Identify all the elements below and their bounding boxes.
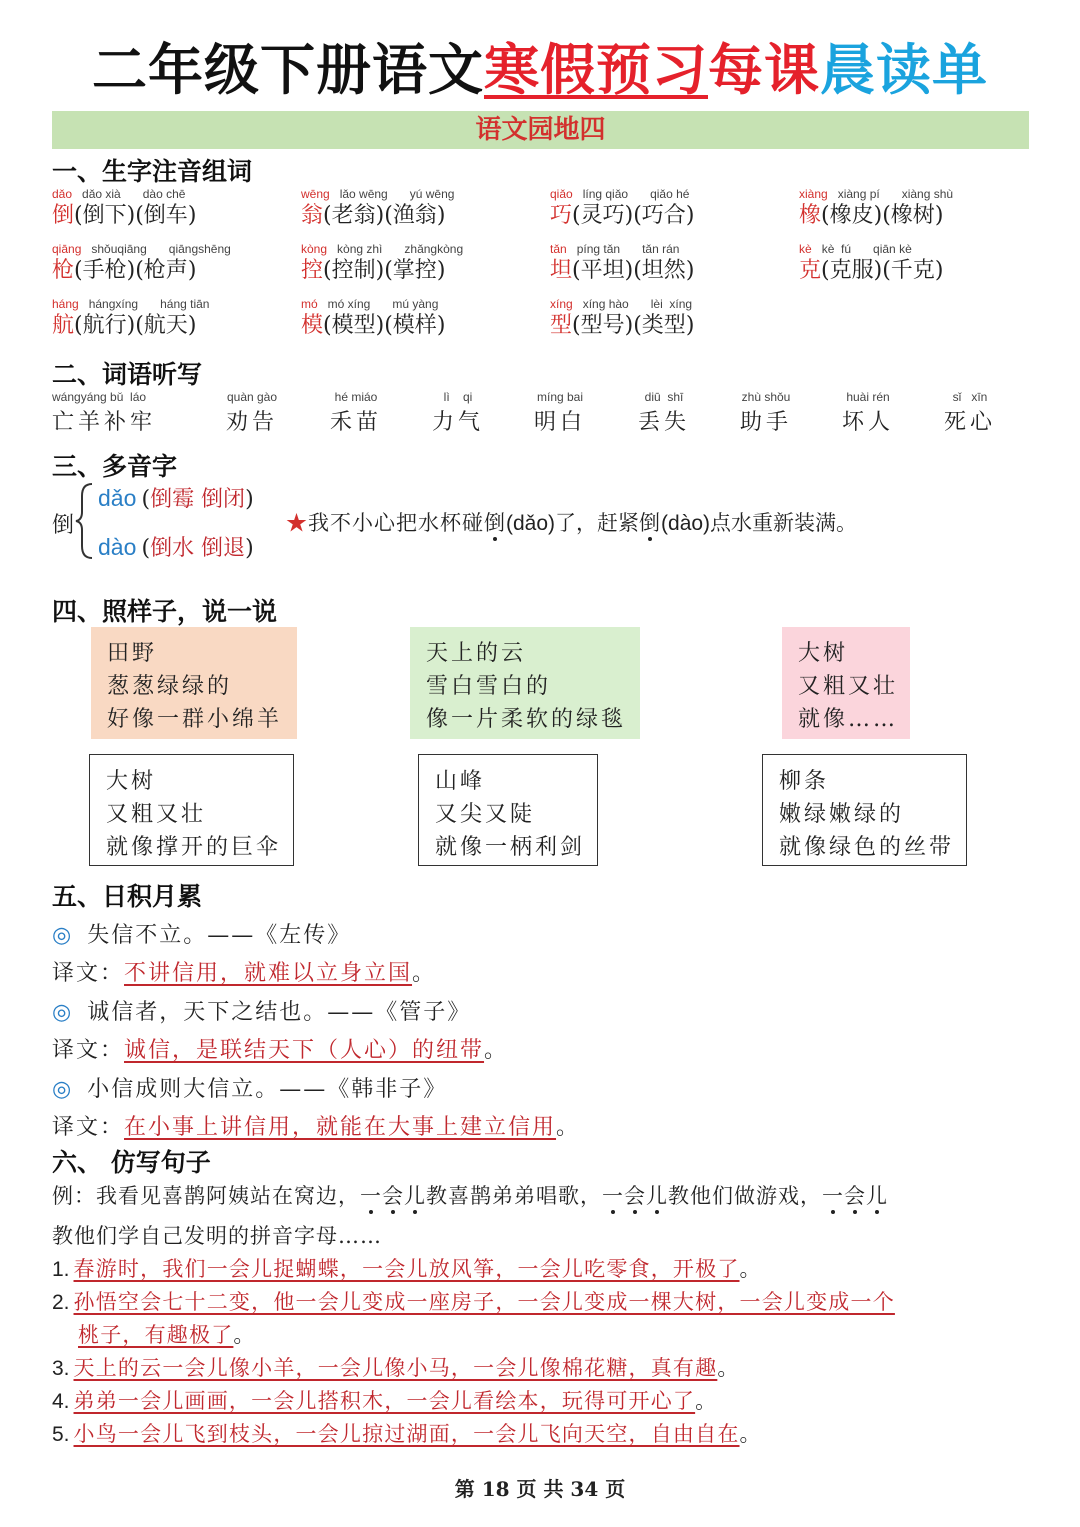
item-text: 孙悟空会七十二变，他一会儿变成一座房子，一会儿变成一棵大树，一会儿变成一个 <box>73 1290 895 1314</box>
dictation-pinyin: hé miáo <box>334 390 378 404</box>
char: 型 <box>550 313 573 338</box>
pinyin-word-1: mó xíng <box>327 297 371 311</box>
char: 巧 <box>550 203 573 228</box>
reading-2: dào (倒水 倒退) <box>98 534 254 561</box>
pinyin-row <box>301 296 531 312</box>
section-3-heading: 三、多音字 <box>52 452 178 481</box>
dictation-item <box>944 389 996 436</box>
char: 倒 <box>52 203 75 228</box>
char-cell <box>799 186 1029 230</box>
word-1: 型号 <box>580 313 625 338</box>
translation-line <box>52 956 436 987</box>
pinyin-char: qiāng <box>52 242 82 256</box>
pinyin-word-2: tǎn rán <box>642 242 680 256</box>
translation-end: 。 <box>412 961 437 986</box>
brace-icon <box>74 482 94 560</box>
item-number: 1. <box>52 1258 70 1281</box>
item-text: 弟弟一会儿画画，一会儿搭积木，一会儿看绘本，玩得可开心了 <box>73 1389 696 1413</box>
item-number: 2. <box>52 1291 70 1314</box>
box-line: 大树 <box>798 641 849 666</box>
bullet-icon: ◎ <box>52 1000 74 1025</box>
pinyin-word-1: kòng zhì <box>337 242 383 256</box>
item-text: 小鸟一会儿飞到枝头，一会儿掠过湖面，一会儿飞向天空，自由自在 <box>73 1422 740 1446</box>
char: 坦 <box>550 258 573 283</box>
proverb-text: 诚信者，天下之结也。——《管子》 <box>87 1000 472 1025</box>
dictation-word: 丢失 <box>638 410 691 435</box>
word-2: 类型 <box>641 313 686 338</box>
box-line: 就像撑开的巨伞 <box>106 835 282 860</box>
item-text: 春游时，我们一会儿捉蝴蝶，一会儿放风筝，一会儿吃零食，开极了 <box>73 1257 740 1281</box>
translation-text: 在小事上讲信用，就能在大事上建立信用 <box>124 1115 557 1140</box>
dictation-item <box>52 389 156 436</box>
word-1: 航行 <box>82 313 127 338</box>
dictation-item <box>432 389 484 436</box>
box-line: 又粗又壮 <box>106 802 207 827</box>
pinyin-char: dǎo <box>52 187 73 201</box>
title-part2: 寒假预习 <box>483 38 708 102</box>
word-2: 航天 <box>143 313 188 338</box>
imitation-item <box>52 1253 762 1283</box>
pinyin-word-2: xiàng shù <box>901 187 954 201</box>
example-line-2: 教他们学自己发明的拼音字母…… <box>52 1224 382 1248</box>
reading-1-words: 倒霉 倒闭 <box>150 487 246 512</box>
pinyin-row <box>301 241 531 257</box>
pinyin-word-1: xiàng pí <box>837 187 880 201</box>
pinyin-row <box>301 186 531 202</box>
pattern-answer-box <box>762 754 967 866</box>
word-row: 橡(橡皮)(橡树) <box>799 203 944 228</box>
pinyin-char: háng <box>52 297 79 311</box>
char: 枪 <box>52 258 75 283</box>
box-line: 柳条 <box>779 769 830 794</box>
dictation-item <box>534 389 586 436</box>
pinyin-char: xíng <box>550 297 573 311</box>
pinyin-char: tǎn <box>550 242 567 256</box>
item-end: 。 <box>233 1323 256 1347</box>
section-5-heading: 五、日积月累 <box>52 882 203 911</box>
translation-label: 译文： <box>52 1038 125 1063</box>
imitation-item <box>52 1418 762 1448</box>
dictation-pinyin: diū shī <box>644 390 684 404</box>
char-cell <box>52 296 282 340</box>
item-text-cont: 桃子，有趣极了 <box>78 1323 234 1347</box>
imitation-item-cont <box>78 1319 256 1349</box>
pinyin-word-2: háng tiān <box>160 297 210 311</box>
pattern-answer-box <box>89 754 294 866</box>
pinyin-row <box>52 241 282 257</box>
pinyin-word-1: shǒuqiāng <box>91 242 147 256</box>
dictation-word: 坏人 <box>842 410 895 435</box>
page-footer: 第 18 页 共 34 页 <box>454 1477 626 1501</box>
char-cell <box>301 186 531 230</box>
char: 控 <box>301 258 324 283</box>
pinyin-row <box>550 186 780 202</box>
pinyin-char: mó <box>301 297 318 311</box>
item-number: 4. <box>52 1390 70 1413</box>
box-line: 就像一柄利剑 <box>435 835 586 860</box>
reading-1-pinyin: dǎo <box>98 485 137 511</box>
word-row: 控(控制)(掌控) <box>301 258 446 283</box>
item-number: 5. <box>52 1423 70 1446</box>
pinyin-word-1: kè fú <box>821 242 852 256</box>
box-line: 大树 <box>106 769 157 794</box>
pinyin-word-2: zhǎngkòng <box>404 242 464 256</box>
dictation-item <box>226 389 278 436</box>
imitation-item <box>52 1286 895 1316</box>
dictation-pinyin: wángyáng bǔ láo <box>52 390 147 404</box>
pinyin-word-1: dǎo xià <box>82 187 121 201</box>
pinyin-char: xiàng <box>799 187 828 201</box>
pinyin-word-1: líng qiǎo <box>582 187 629 201</box>
box-line: 就像…… <box>798 707 899 732</box>
translation-line <box>52 1033 508 1064</box>
dictation-pinyin: lì qi <box>443 390 473 404</box>
word-2: 渔翁 <box>392 203 437 228</box>
reading-2-words: 倒水 倒退 <box>150 536 246 561</box>
char: 克 <box>799 258 822 283</box>
box-line: 雪白雪白的 <box>426 674 552 699</box>
pinyin-word-2: qiān kè <box>873 242 912 256</box>
pattern-example-box <box>782 627 910 739</box>
dictation-item <box>740 389 792 436</box>
word-1: 灵巧 <box>580 203 625 228</box>
pinyin-word-1: xíng hào <box>582 297 629 311</box>
pinyin-word-2: qiǎo hé <box>650 187 690 201</box>
box-line: 葱葱绿绿的 <box>107 674 233 699</box>
pinyin-word-1: píng tǎn <box>576 242 621 256</box>
translation-text: 诚信，是联结天下（人心）的纽带 <box>124 1038 485 1063</box>
box-line: 田野 <box>107 641 158 666</box>
word-row: 克(克服)(千克) <box>799 258 944 283</box>
pattern-example-box <box>410 627 640 739</box>
char-cell <box>550 186 780 230</box>
star-icon: ★ <box>286 511 308 535</box>
item-end: 。 <box>739 1257 762 1281</box>
word-2: 橡树 <box>890 203 935 228</box>
pinyin-row <box>550 296 780 312</box>
char: 翁 <box>301 203 324 228</box>
pinyin-word-2: lèi xíng <box>650 297 693 311</box>
example-sentence: ★我不小心把水杯碰倒(dǎo)了，赶紧倒(dào)点水重新装满。 <box>286 511 858 535</box>
word-2: 坦然 <box>641 258 686 283</box>
translation-text: 不讲信用，就难以立身立国 <box>124 961 413 986</box>
word-row: 航(航行)(航天) <box>52 313 197 338</box>
char-cell <box>799 241 1029 285</box>
pinyin-char: wēng <box>301 187 330 201</box>
word-row: 坦(平坦)(坦然) <box>550 258 695 283</box>
dictation-pinyin: sǐ xīn <box>952 390 988 404</box>
item-end: 。 <box>695 1389 718 1413</box>
example-line-1: 例：我看见喜鹊阿姨站在窝边，一会儿教喜鹊弟弟唱歌，一会儿教他们做游戏，一会儿 <box>52 1184 888 1208</box>
word-row: 倒(倒下)(倒车) <box>52 203 197 228</box>
proverb-text: 失信不立。——《左传》 <box>87 923 352 948</box>
item-end: 。 <box>739 1422 762 1446</box>
word-2: 枪声 <box>143 258 188 283</box>
dictation-pinyin: quàn gào <box>226 390 278 404</box>
pinyin-word-2: qiāngshēng <box>168 242 231 256</box>
word-2: 巧合 <box>641 203 686 228</box>
pinyin-row <box>52 186 282 202</box>
proverb-text: 小信成则大信立。——《韩非子》 <box>87 1077 448 1102</box>
word-row: 翁(老翁)(渔翁) <box>301 203 446 228</box>
pinyin-word-2: mú yàng <box>392 297 439 311</box>
pattern-answer-box <box>418 754 598 866</box>
dictation-word: 死心 <box>944 410 997 435</box>
page-title <box>0 26 1080 105</box>
dictation-word: 明白 <box>534 410 587 435</box>
pinyin-row <box>799 186 1029 202</box>
pinyin-word-1: lǎo wēng <box>339 187 388 201</box>
box-line: 嫩绿嫩绿的 <box>779 802 905 827</box>
char-cell <box>301 296 531 340</box>
box-line: 像一片柔软的绿毯 <box>426 707 627 732</box>
char-cell <box>301 241 531 285</box>
pinyin-word-1: hángxíng <box>88 297 139 311</box>
dictation-word: 禾苗 <box>330 410 383 435</box>
word-row: 枪(手枪)(枪声) <box>52 258 197 283</box>
proverb-line <box>52 918 351 949</box>
pinyin-word-2: dào chē <box>142 187 186 201</box>
section-1-heading: 一、生字注音组词 <box>52 157 253 186</box>
dictation-item <box>842 389 894 436</box>
pinyin-char: kòng <box>301 242 328 256</box>
translation-end: 。 <box>556 1115 581 1140</box>
title-part4: 晨读单 <box>820 38 989 102</box>
pinyin-char: qiǎo <box>550 187 573 201</box>
reading-2-pinyin: dào <box>98 534 137 560</box>
item-number: 3. <box>52 1357 70 1380</box>
dictation-word: 劝告 <box>226 410 279 435</box>
word-2: 千克 <box>890 258 935 283</box>
box-line: 山峰 <box>435 769 486 794</box>
imitation-item <box>52 1385 717 1415</box>
word-1: 克服 <box>829 258 874 283</box>
char-cell <box>52 186 282 230</box>
word-2: 模样 <box>392 313 437 338</box>
section-2-heading: 二、词语听写 <box>52 360 203 389</box>
dictation-word: 助手 <box>740 410 793 435</box>
dictation-word: 亡羊补牢 <box>52 410 157 435</box>
word-2: 掌控 <box>392 258 437 283</box>
pinyin-word-2: yú wēng <box>409 187 455 201</box>
pinyin-row <box>52 296 282 312</box>
title-part1: 二年级下册语文 <box>91 38 484 102</box>
box-line: 又尖又陡 <box>435 802 536 827</box>
box-line: 天上的云 <box>426 641 527 666</box>
dictation-pinyin: zhù shǒu <box>741 390 791 404</box>
word-1: 模型 <box>331 313 376 338</box>
dictation-word: 力气 <box>432 410 485 435</box>
word-row: 型(型号)(类型) <box>550 313 695 338</box>
dictation-item <box>330 389 382 436</box>
pinyin-row <box>550 241 780 257</box>
bullet-icon: ◎ <box>52 923 74 948</box>
translation-label: 译文： <box>52 1115 125 1140</box>
box-line: 就像绿色的丝带 <box>779 835 955 860</box>
char: 航 <box>52 313 75 338</box>
item-text: 天上的云一会儿像小羊，一会儿像小马，一会儿像棉花糖，真有趣 <box>73 1356 718 1380</box>
imitation-item <box>52 1352 740 1382</box>
word-row: 模(模型)(模样) <box>301 313 446 338</box>
section-6-heading: 六、 仿写句子 <box>52 1148 211 1177</box>
pinyin-row <box>799 241 1029 257</box>
proverb-line <box>52 995 471 1026</box>
item-end: 。 <box>717 1356 740 1380</box>
title-part3: 每课 <box>708 38 821 102</box>
box-line: 好像一群小绵羊 <box>107 707 283 732</box>
reading-1: dǎo (倒霉 倒闭) <box>98 485 254 512</box>
char: 模 <box>301 313 324 338</box>
box-line: 又粗又壮 <box>798 674 899 699</box>
dictation-item <box>638 389 690 436</box>
dictation-pinyin: huài rén <box>846 390 890 404</box>
translation-line <box>52 1110 580 1141</box>
polyphone-char: 倒 <box>52 513 75 538</box>
dictation-pinyin: míng bai <box>536 390 584 404</box>
lesson-banner: 语文园地四 <box>52 111 1029 149</box>
pattern-example-box <box>91 627 297 739</box>
word-1: 橡皮 <box>829 203 874 228</box>
char-cell <box>550 296 780 340</box>
word-1: 倒下 <box>82 203 127 228</box>
word-1: 控制 <box>331 258 376 283</box>
word-2: 倒车 <box>143 203 188 228</box>
word-1: 平坦 <box>580 258 625 283</box>
word-1: 手枪 <box>82 258 127 283</box>
pinyin-char: kè <box>799 242 812 256</box>
char-cell <box>52 241 282 285</box>
section-4-heading: 四、照样子，说一说 <box>52 597 278 626</box>
proverb-line <box>52 1072 447 1103</box>
word-1: 老翁 <box>331 203 376 228</box>
word-row: 巧(灵巧)(巧合) <box>550 203 695 228</box>
char-cell <box>550 241 780 285</box>
translation-end: 。 <box>484 1038 509 1063</box>
char: 橡 <box>799 203 822 228</box>
bullet-icon: ◎ <box>52 1077 74 1102</box>
translation-label: 译文： <box>52 961 125 986</box>
